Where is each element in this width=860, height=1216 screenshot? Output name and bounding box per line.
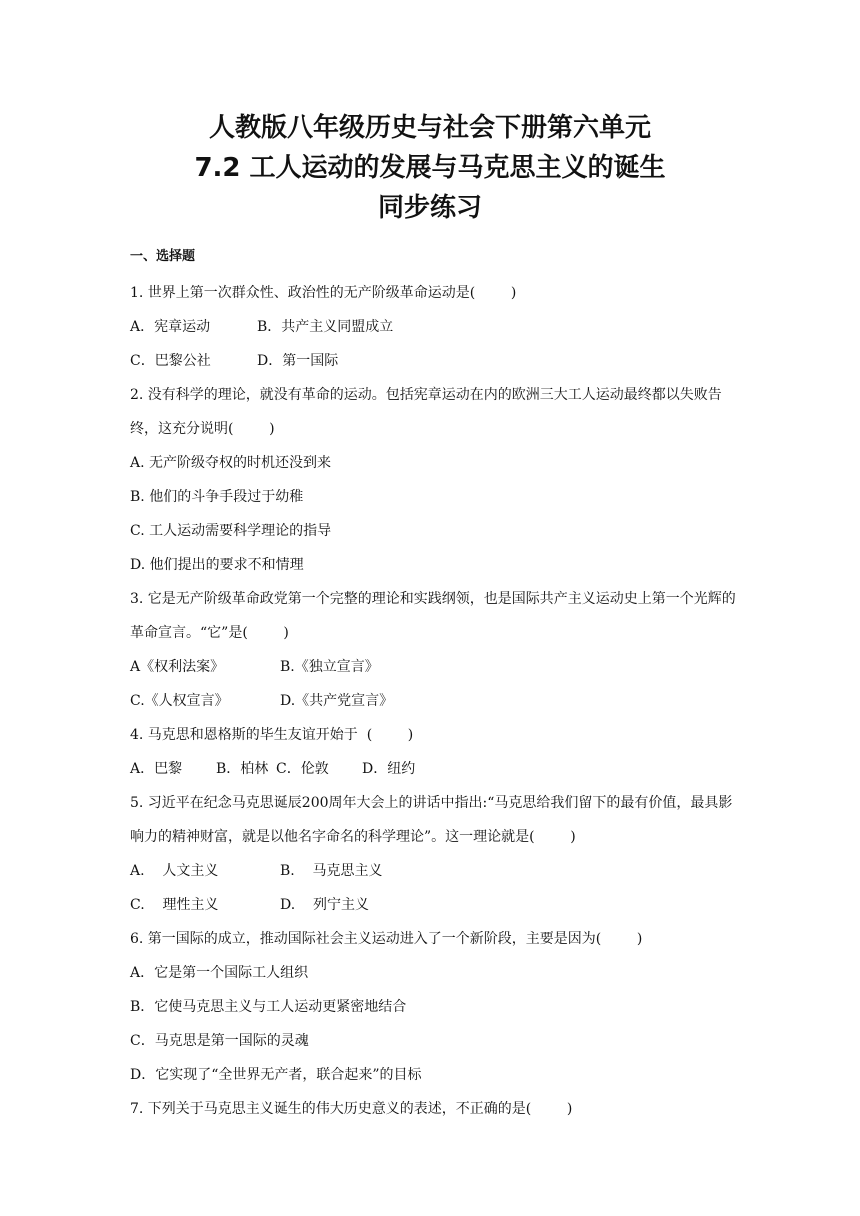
question-5-options-row-1 — [130, 854, 740, 888]
title-line-2: 7.2 工人运动的发展与马克思主义的诞生 — [194, 153, 666, 183]
question-5-stem: 5. 习近平在纪念马克思诞辰200周年大会上的讲话中指出:“马克思给我们留下的最有价值，最具影响力的精神财富，就是以他名字命名的科学理论”。这一理论就是( ) — [130, 795, 733, 845]
question-1-option-d: D．第一国际 — [257, 353, 339, 369]
question-5-option-c: C. 理性主义 — [130, 897, 219, 913]
question-2-option-d: D. 他们提出的要求不和情理 — [130, 557, 304, 573]
question-3-options-row-1 — [130, 650, 740, 684]
question-4-option-a: A．巴黎 — [130, 761, 183, 777]
question-5-option-d: D. 列宁主义 — [280, 897, 369, 913]
question-6-option-a: A．它是第一个国际工人组织 — [130, 965, 309, 981]
question-4-options-row — [130, 752, 740, 786]
question-2-option-b: B. 他们的斗争手段过于幼稚 — [130, 489, 304, 505]
question-3-option-d: D.《共产党宣言》 — [280, 693, 394, 709]
question-7-stem: 7. 下列关于马克思主义诞生的伟大历史意义的表述，不正确的是( ) — [130, 1101, 573, 1117]
question-6-option-d: D．它实现了“全世界无产者，联合起来”的目标 — [130, 1067, 422, 1083]
question-3-options-row-2 — [130, 684, 740, 718]
question-3-option-c: C.《人权宣言》 — [130, 693, 229, 709]
question-3-option-b: B.《独立宣言》 — [280, 659, 379, 675]
question-list — [130, 246, 740, 1126]
question-2-stem: 2. 没有科学的理论，就没有革命的运动。包括宪章运动在内的欧洲三大工人运动最终都以失败告终，这充分说明( ) — [130, 387, 722, 437]
question-3-stem: 3. 它是无产阶级革命政党第一个完整的理论和实践纲领，也是国际共产主义运动史上第一个光辉的革命宣言。“它”是( ) — [130, 591, 736, 641]
question-4-option-d: D．纽约 — [362, 761, 416, 777]
question-5-options-row-2 — [130, 888, 740, 922]
question-6-option-c: C．马克思是第一国际的灵魂 — [130, 1033, 309, 1049]
question-1-option-a: A．宪章运动 — [130, 319, 211, 335]
question-3-option-a: A《权利法案》 — [130, 659, 225, 675]
question-4-stem: 4. 马克思和恩格斯的毕生友谊开始于 ( ) — [130, 727, 414, 743]
section-heading: 一、选择题 — [130, 249, 196, 264]
question-6-stem: 6. 第一国际的成立，推动国际社会主义运动进入了一个新阶段，主要是因为( ) — [130, 931, 643, 947]
question-1-options-row-1 — [130, 310, 740, 344]
document-title — [0, 108, 860, 228]
title-line-1: 人教版八年级历史与社会下册第六单元 — [208, 113, 651, 143]
question-4-option-b: B．柏林 — [216, 761, 269, 777]
question-2-option-a: A. 无产阶级夺权的时机还没到来 — [130, 455, 332, 471]
question-2-option-c: C. 工人运动需要科学理论的指导 — [130, 523, 332, 539]
question-1-option-b: B．共产主义同盟成立 — [257, 319, 394, 335]
question-1-option-c: C．巴黎公社 — [130, 353, 211, 369]
question-4-option-c: C．伦敦 — [276, 761, 329, 777]
question-6-option-b: B．它使马克思主义与工人运动更紧密地结合 — [130, 999, 407, 1015]
question-1-options-row-2 — [130, 344, 740, 378]
question-5-option-a: A. 人文主义 — [130, 863, 219, 879]
question-1-stem: 1. 世界上第一次群众性、政治性的无产阶级革命运动是( ) — [130, 285, 517, 301]
title-line-3: 同步练习 — [377, 193, 482, 223]
question-5-option-b: B. 马克思主义 — [280, 863, 383, 879]
